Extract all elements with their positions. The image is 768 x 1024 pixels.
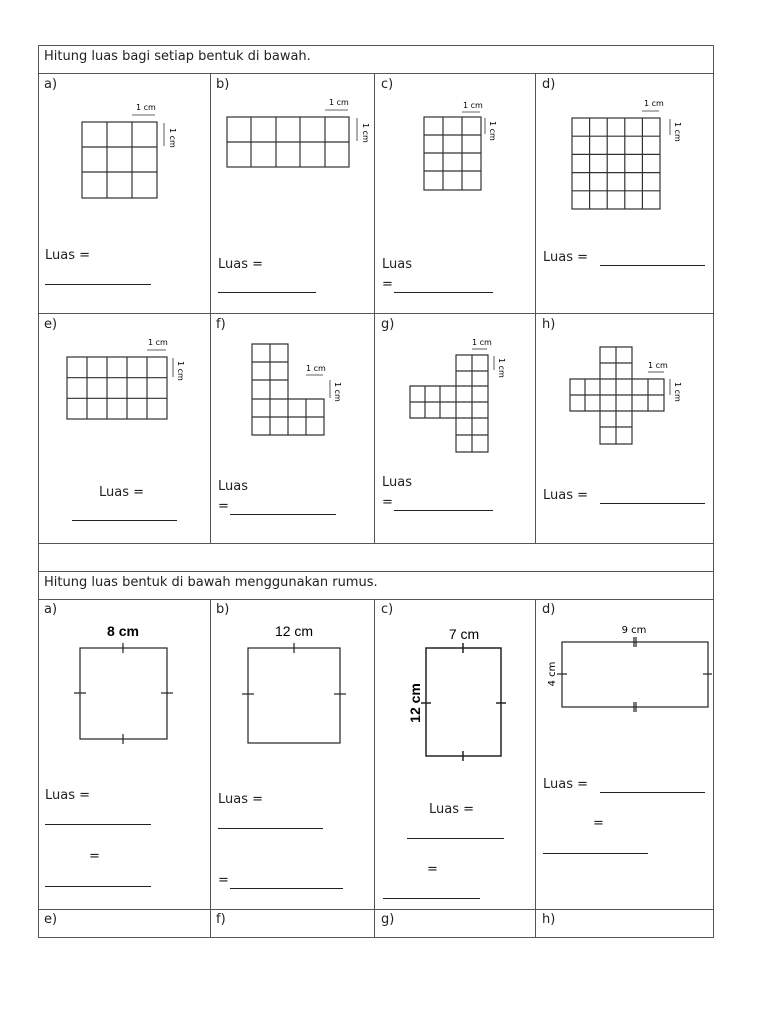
answer-blank[interactable] [383, 898, 480, 899]
grid-figure-1a [78, 100, 198, 200]
unit-label: 1 cm [176, 361, 185, 381]
unit-label: 1 cm [168, 128, 177, 148]
area-answer-label: Luas = [543, 488, 589, 503]
question-label-1e: e) [44, 317, 58, 332]
unit-label: 1 cm [497, 358, 506, 378]
question-label-1g: g) [381, 317, 395, 332]
height-label: 12 cm [407, 683, 423, 723]
square-figure-2a [68, 623, 178, 748]
answer-blank[interactable] [45, 824, 151, 825]
question-label-2h: h) [542, 912, 556, 927]
unit-label: 1 cm [673, 382, 682, 402]
question-label-1d: d) [542, 77, 556, 92]
question-label-2b: b) [216, 602, 230, 617]
equals-sign: = [593, 816, 604, 831]
area-answer-label: Luas [218, 479, 248, 494]
equals-sign: = [218, 499, 229, 514]
area-answer-label: Luas [382, 475, 412, 490]
unit-label: 1 cm [648, 361, 668, 370]
answer-blank[interactable] [230, 888, 343, 889]
answer-blank[interactable] [407, 838, 504, 839]
grid-figure-1f [248, 342, 368, 442]
answer-blank[interactable] [394, 292, 493, 293]
answer-blank[interactable] [218, 828, 323, 829]
unit-label: 1 cm [148, 338, 168, 347]
answer-blank[interactable] [72, 520, 177, 521]
equals-sign: = [89, 849, 100, 864]
answer-blank[interactable] [543, 853, 648, 854]
area-answer-label: Luas = [543, 250, 589, 265]
side-length-label: 8 cm [107, 623, 139, 639]
unit-label: 1 cm [644, 99, 664, 108]
grid-figure-1h [568, 345, 708, 450]
grid-figure-1e [63, 339, 198, 424]
question-label-2e: e) [44, 912, 58, 927]
rectangle-figure-2d [544, 623, 709, 713]
area-answer-label: Luas = [45, 788, 91, 803]
answer-blank[interactable] [600, 503, 705, 504]
question-label-2a: a) [44, 602, 58, 617]
area-answer-label: Luas = [429, 802, 475, 817]
question-label-2c: c) [381, 602, 394, 617]
unit-label: 1 cm [361, 123, 370, 143]
section2-instruction: Hitung luas bentuk di bawah menggunakan rumus. [44, 575, 378, 590]
unit-label: 1 cm [306, 364, 326, 373]
area-answer-label: Luas [382, 257, 412, 272]
unit-label: 1 cm [472, 338, 492, 347]
area-answer-label: Luas = [543, 777, 589, 792]
height-label: 4 cm [547, 661, 558, 687]
square-figure-2b [238, 623, 353, 748]
equals-sign: = [382, 495, 393, 510]
question-label-1a: a) [44, 77, 58, 92]
answer-blank[interactable] [394, 510, 493, 511]
width-label: 7 cm [448, 626, 480, 642]
area-answer-label: Luas = [45, 248, 91, 263]
unit-label: 1 cm [673, 122, 682, 142]
unit-label: 1 cm [136, 103, 156, 112]
question-label-1h: h) [542, 317, 556, 332]
area-answer-label: Luas = [99, 485, 145, 500]
equals-sign: = [218, 873, 229, 888]
equals-sign: = [382, 277, 393, 292]
question-label-1b: b) [216, 77, 230, 92]
grid-figure-1d [568, 100, 698, 215]
answer-blank[interactable] [600, 265, 705, 266]
grid-figure-1g [408, 338, 538, 463]
question-label-2g: g) [381, 912, 395, 927]
unit-label: 1 cm [488, 121, 497, 141]
question-label-1c: c) [381, 77, 394, 92]
rectangle-figure-2c [406, 623, 531, 783]
area-answer-label: Luas = [218, 257, 264, 272]
area-answer-label: Luas = [218, 792, 264, 807]
section1-instruction: Hitung luas bagi setiap bentuk di bawah. [44, 49, 311, 64]
unit-label: 1 cm [333, 382, 342, 402]
question-label-1f: f) [216, 317, 226, 332]
answer-blank[interactable] [45, 284, 151, 285]
question-label-2f: f) [216, 912, 226, 927]
grid-figure-1c [420, 103, 520, 203]
answer-blank[interactable] [45, 886, 151, 887]
answer-blank[interactable] [230, 514, 336, 515]
width-label: 9 cm [621, 625, 647, 636]
answer-blank[interactable] [218, 292, 316, 293]
grid-figure-1b [223, 97, 368, 177]
worksheet [38, 45, 714, 938]
answer-blank[interactable] [600, 792, 705, 793]
question-label-2d: d) [542, 602, 556, 617]
unit-label: 1 cm [463, 101, 483, 110]
side-length-label: 12 cm [274, 623, 314, 639]
unit-label: 1 cm [329, 98, 349, 107]
equals-sign: = [427, 862, 438, 877]
